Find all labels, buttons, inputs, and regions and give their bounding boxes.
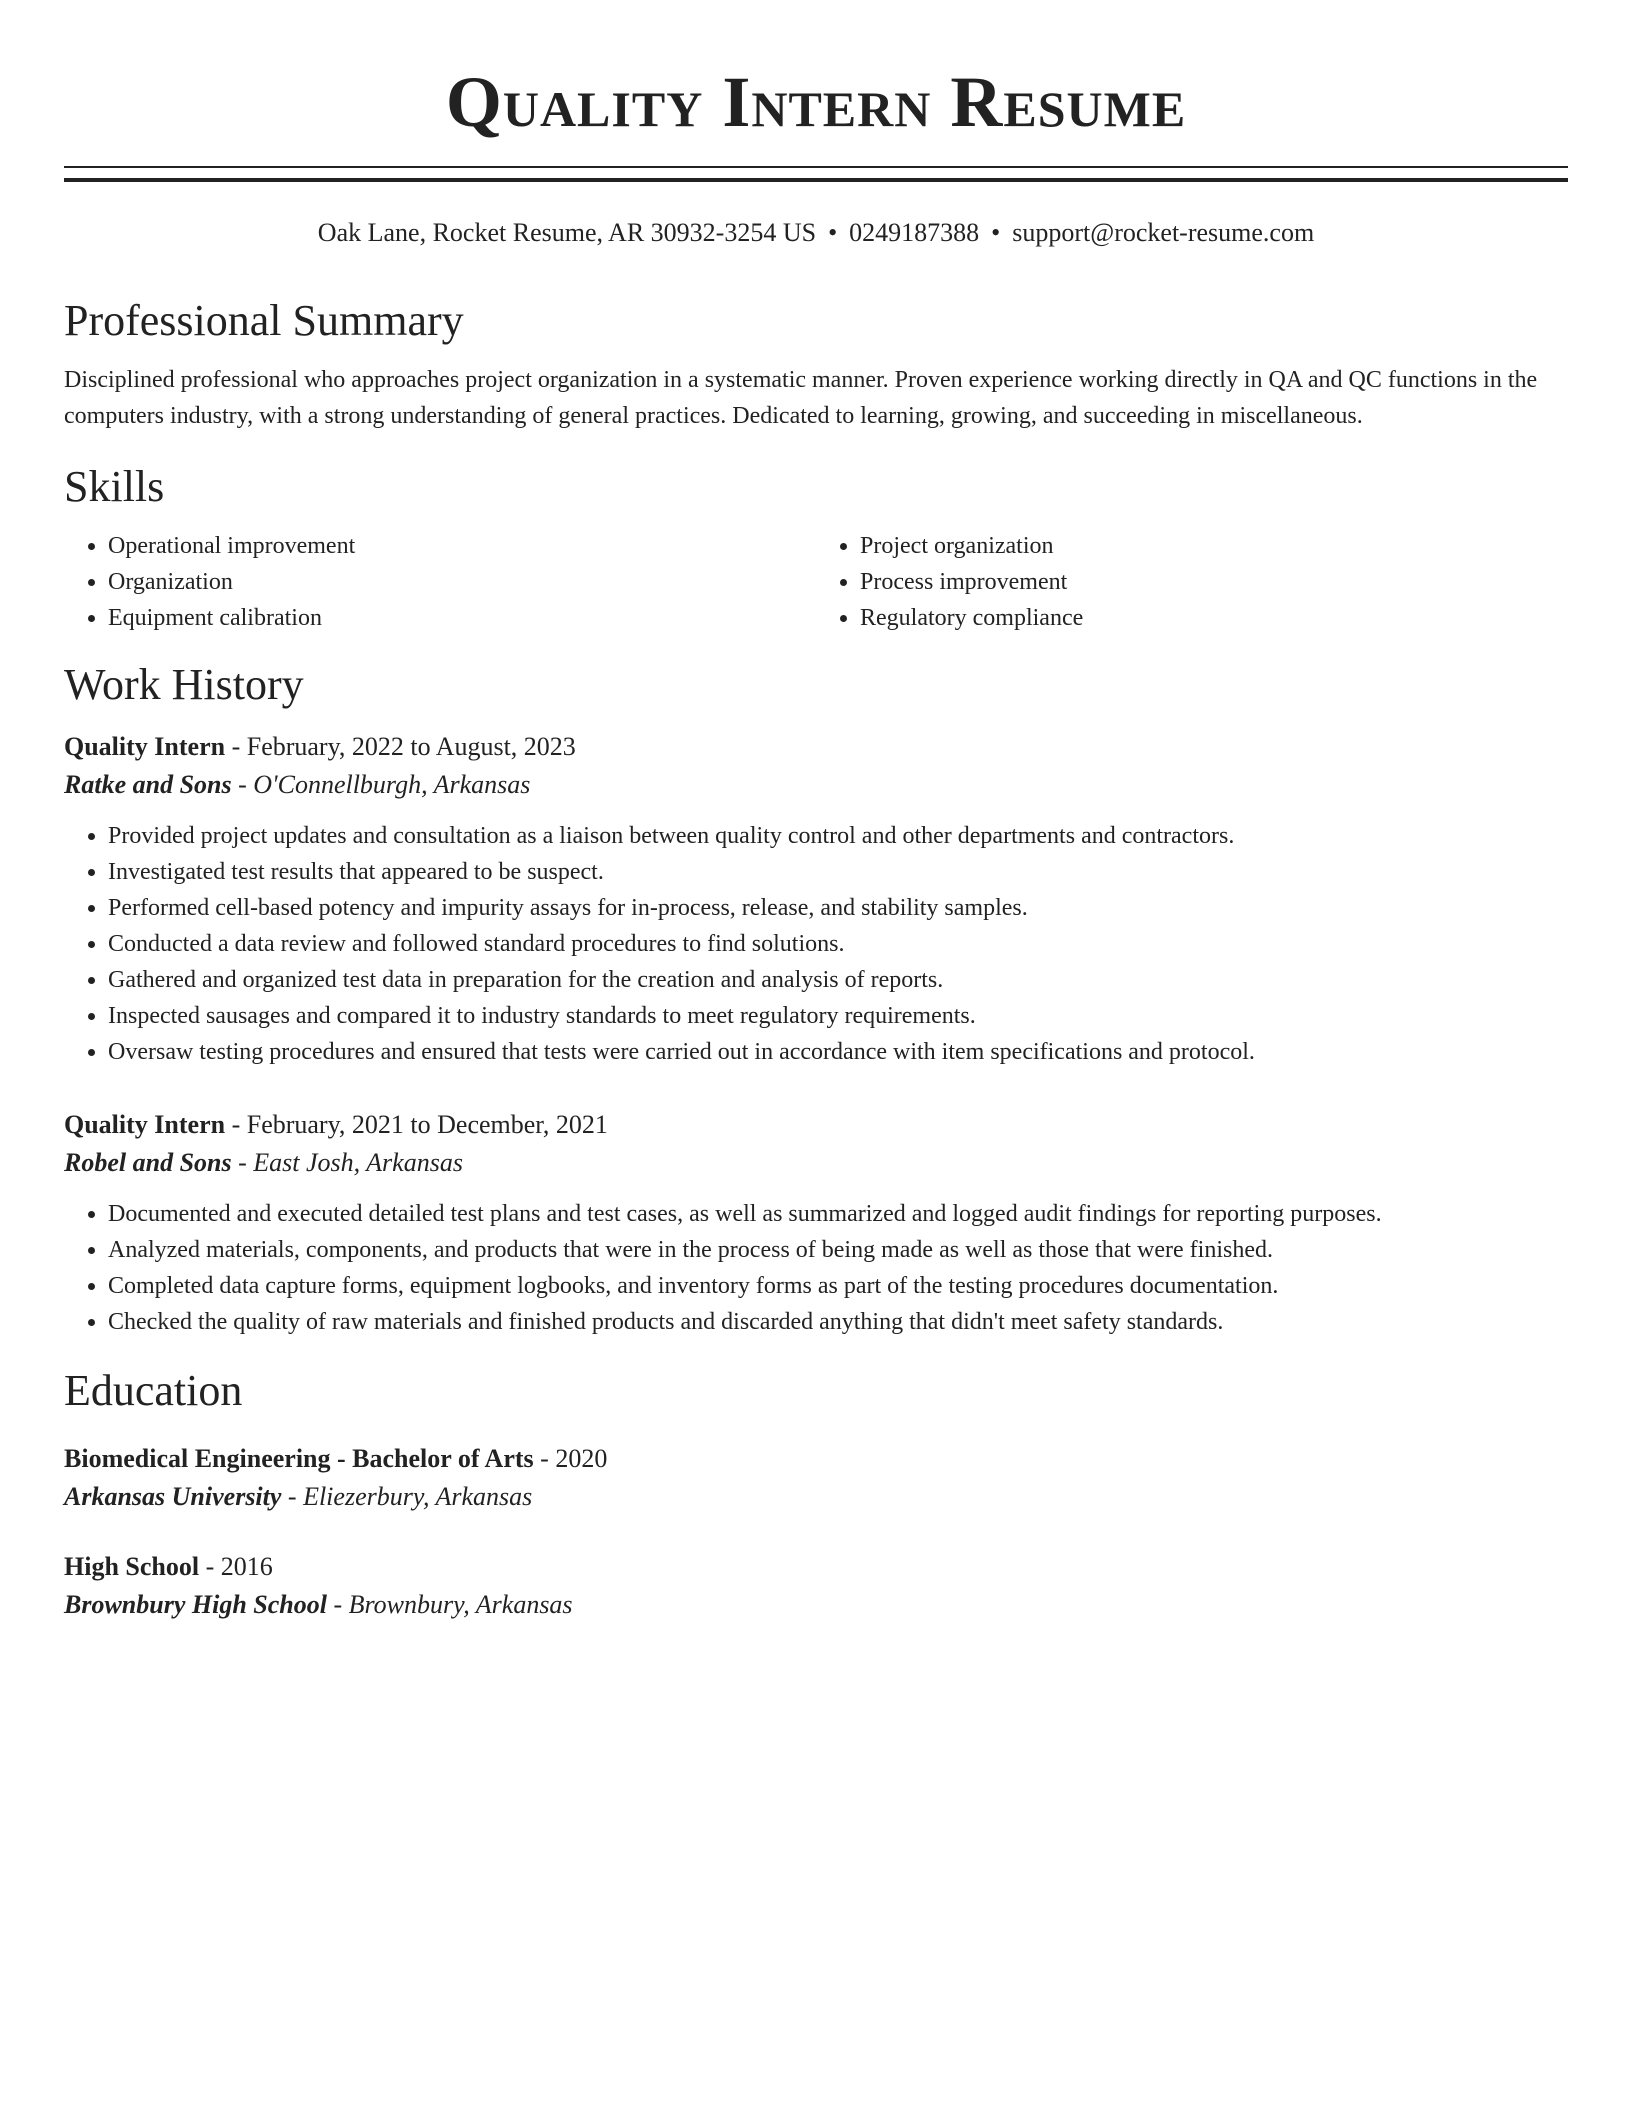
skill-item: • Regulatory compliance	[860, 600, 1568, 636]
education-school: Brownbury High School	[64, 1590, 327, 1619]
education-degree-line	[64, 1548, 1568, 1586]
skill-item: • Organization	[108, 564, 816, 600]
job-bullet: • Investigated test results that appeared to be suspect.	[108, 854, 1568, 890]
job-dates: - February, 2022 to August, 2023	[225, 732, 576, 761]
job-entry	[64, 728, 1568, 1070]
job-dates: - February, 2021 to December, 2021	[225, 1110, 608, 1139]
resume-title: Quality Intern Resume	[445, 62, 1187, 142]
job-title: Quality Intern	[64, 732, 226, 761]
education-entry	[64, 1440, 1568, 1516]
skills-column-right	[816, 528, 1568, 636]
job-bullet: • Performed cell-based potency and impurity assays for in-process, release, and stability samples.	[108, 890, 1568, 926]
job-bullet: • Conducted a data review and followed standard procedures to find solutions.	[108, 926, 1568, 962]
job-entry	[64, 1106, 1568, 1340]
skill-item: • Project organization	[860, 528, 1568, 564]
summary-heading: Professional Summary	[64, 296, 464, 345]
skill-item: • Operational improvement	[108, 528, 816, 564]
job-bullet: • Analyzed materials, components, and products that were in the process of being made as well as those that were finished.	[108, 1232, 1568, 1268]
contact-line	[64, 216, 1568, 250]
contact-separator: •	[991, 218, 1001, 247]
job-bullet: • Documented and executed detailed test plans and test cases, as well as summarized and logged audit findings for reporting purposes.	[108, 1196, 1568, 1232]
education-school-line	[64, 1478, 1568, 1516]
contact-address: Oak Lane, Rocket Resume, AR 30932-3254 US	[317, 218, 817, 247]
education-location: - Brownbury, Arkansas	[326, 1590, 573, 1619]
job-title: Quality Intern	[64, 1110, 226, 1139]
education-degree: High School	[64, 1552, 200, 1581]
job-company-line	[64, 1144, 1568, 1182]
job-bullets	[64, 1196, 1568, 1340]
education-entry	[64, 1548, 1568, 1624]
job-company-line	[64, 766, 1568, 804]
skills-heading: Skills	[64, 462, 165, 511]
contact-email: support@rocket-resume.com	[1012, 218, 1315, 247]
education-heading: Education	[64, 1366, 243, 1415]
skill-item: • Equipment calibration	[108, 600, 816, 636]
job-bullet: • Gathered and organized test data in preparation for the creation and analysis of reports.	[108, 962, 1568, 998]
job-company: Ratke and Sons	[64, 770, 232, 799]
contact-separator: •	[828, 218, 838, 247]
job-bullet: • Oversaw testing procedures and ensured that tests were carried out in accordance with item specifications and protocol.	[108, 1034, 1568, 1070]
job-location: - O'Connellburgh, Arkansas	[231, 770, 531, 799]
education-year: - 2016	[199, 1552, 273, 1581]
skills-column-left	[64, 528, 816, 636]
education-degree-line	[64, 1440, 1568, 1478]
title-divider	[64, 166, 1568, 182]
education-year: - 2020	[533, 1444, 608, 1473]
job-bullets	[64, 818, 1568, 1070]
education-location: - Eliezerbury, Arkansas	[281, 1482, 533, 1511]
job-bullet: • Checked the quality of raw materials and finished products and discarded anything that didn't meet safety standards.	[108, 1304, 1568, 1340]
summary-text: Disciplined professional who approaches project organization in a systematic manner. Proven experience working directly in QA and QC functions in the computers industry, with a strong understanding of general practices. Dedicated to learning, growing, and succeeding in miscellaneous.	[64, 367, 1538, 429]
education-school-line	[64, 1586, 1568, 1624]
education-degree: Biomedical Engineering - Bachelor of Arts	[64, 1444, 534, 1473]
job-title-line	[64, 1106, 1568, 1144]
job-title-line	[64, 728, 1568, 766]
job-bullet: • Completed data capture forms, equipment logbooks, and inventory forms as part of the testing procedures documentation.	[108, 1268, 1568, 1304]
skills-list	[64, 528, 1568, 636]
job-bullet: • Provided project updates and consultation as a liaison between quality control and other departments and contractors.	[108, 818, 1568, 854]
education-school: Arkansas University	[64, 1482, 282, 1511]
work-history-heading: Work History	[64, 660, 304, 709]
job-bullet: • Inspected sausages and compared it to industry standards to meet regulatory requirements.	[108, 998, 1568, 1034]
skill-item: • Process improvement	[860, 564, 1568, 600]
job-location: - East Josh, Arkansas	[231, 1148, 463, 1177]
contact-phone: 0249187388	[849, 218, 980, 247]
job-company: Robel and Sons	[64, 1148, 232, 1177]
